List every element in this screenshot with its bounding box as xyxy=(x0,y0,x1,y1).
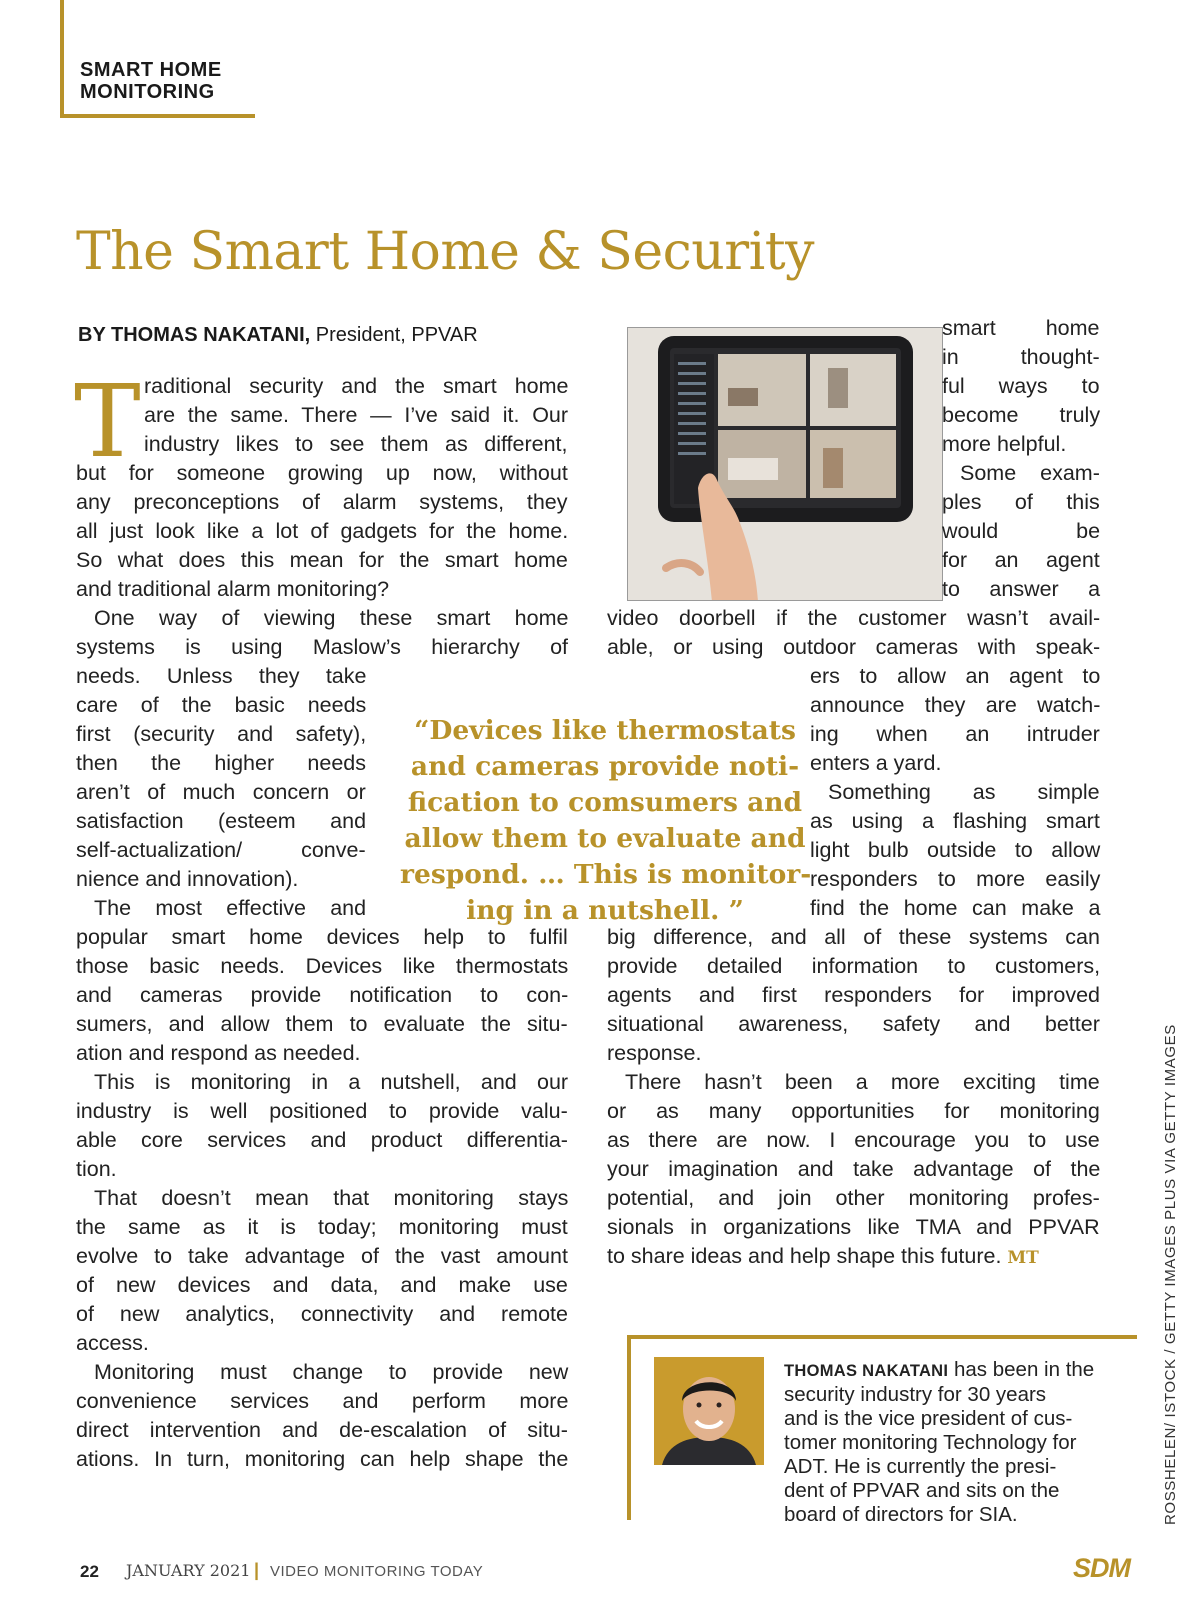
bio-line xyxy=(784,1358,1144,1383)
text-line: ful ways to xyxy=(942,374,1100,398)
text-line: sumers, and allow them to evaluate the situ- xyxy=(76,1012,568,1036)
text-line: find the home can make a xyxy=(810,896,1101,920)
author-headshot xyxy=(654,1357,764,1465)
drop-cap: T xyxy=(74,363,141,480)
text-line: able core services and product differentia- xyxy=(76,1128,568,1152)
text-line: agents and first responders for improved xyxy=(607,983,1101,1007)
author-headshot-illustration xyxy=(654,1357,764,1465)
text-line: as using a flashing smart xyxy=(810,809,1100,833)
bio-text: has been in the xyxy=(948,1358,1095,1381)
section-tag-line-1: SMART HOME xyxy=(80,59,222,81)
text-line: tion. xyxy=(76,1157,117,1181)
bio-line: security industry for 30 years xyxy=(784,1383,1047,1406)
text-line: ples of this xyxy=(942,490,1100,514)
text-line: for an agent xyxy=(942,548,1100,572)
tablet-illustration xyxy=(628,328,943,601)
text-line: of new devices and data, and make use xyxy=(76,1273,568,1297)
text-line: the same as it is today; monitoring must xyxy=(76,1215,568,1239)
text-line: enters a yard. xyxy=(810,751,942,775)
magazine-section-name: VIDEO MONITORING TODAY xyxy=(270,1563,484,1580)
text-line: evolve to take advantage of the vast amount xyxy=(76,1244,568,1268)
text-line: sionals in organizations like TMA and PPVAR xyxy=(607,1215,1100,1239)
text-line: popular smart home devices help to fulfil xyxy=(76,925,568,949)
text-line: as there are now. I encourage you to use xyxy=(607,1128,1100,1152)
article-headline: The Smart Home & Security xyxy=(76,222,815,282)
bio-author-name: THOMAS NAKATANI xyxy=(784,1362,949,1380)
text-line: Something as simple xyxy=(828,780,1100,804)
text-line: Monitoring must change to provide new xyxy=(94,1360,569,1384)
text-line: or as many opportunities for monitoring xyxy=(607,1099,1100,1123)
photo-credit: ROSSHELEN/ ISTOCK / GETTY IMAGES PLUS VIA GETTY IMAGES xyxy=(1162,1024,1179,1525)
text-line: raditional security and the smart home xyxy=(144,374,569,398)
pull-quote xyxy=(400,713,810,929)
text-line: industry is well positioned to provide valu- xyxy=(76,1099,568,1123)
pull-quote-line: ing in a nutshell. ” xyxy=(466,895,744,926)
text-line: ing when an intruder xyxy=(810,722,1100,746)
text-line: self-actualization/ conve- xyxy=(76,838,366,862)
pull-quote-line: and cameras provide noti- xyxy=(410,751,800,782)
text-line: and cameras provide notification to con- xyxy=(76,983,569,1007)
text-line: provide detailed information to customers, xyxy=(607,954,1101,978)
text-line: direct intervention and de-escalation of situ- xyxy=(76,1418,568,1442)
bio-line: tomer monitoring Technology for xyxy=(784,1431,1077,1454)
text-line: but for someone growing up now, without xyxy=(76,461,568,485)
text-line: more helpful. xyxy=(942,432,1067,456)
text-line: aren’t of much concern or xyxy=(76,780,366,804)
section-tag xyxy=(60,0,255,118)
text-line: response. xyxy=(607,1041,702,1065)
text-line: to answer a xyxy=(942,577,1101,601)
section-tag-line-2: MONITORING xyxy=(80,81,215,103)
text-line: first (security and safety), xyxy=(76,722,367,746)
text-line: big difference, and all of these systems can xyxy=(607,925,1100,949)
text-line: This is monitoring in a nutshell, and our xyxy=(94,1070,569,1094)
text-line: situational awareness, safety and better xyxy=(607,1012,1100,1036)
text-line: those basic needs. Devices like thermostats xyxy=(76,954,569,978)
text-line: access. xyxy=(76,1331,149,1355)
text-line: responders to more easily xyxy=(810,867,1101,891)
footer-separator: | xyxy=(254,1560,260,1580)
text-line: all just look like a lot of gadgets for the home. xyxy=(76,519,569,543)
text-line: Some exam- xyxy=(960,461,1100,485)
text-line: announce they are watch- xyxy=(810,693,1101,717)
text-line: That doesn’t mean that monitoring stays xyxy=(94,1186,569,1210)
pull-quote-line: “Devices like thermostats xyxy=(414,715,796,746)
text-line: The most effective and xyxy=(94,896,367,920)
sdm-logo: SDM xyxy=(1073,1553,1130,1583)
text-line: ers to allow an agent to xyxy=(810,664,1101,688)
text-line: smart home xyxy=(942,316,1100,340)
text-line: are the same. There — I’ve said it. Our xyxy=(144,403,569,427)
text-line: would be xyxy=(942,519,1101,543)
tablet-camera-photo xyxy=(627,327,943,601)
page-number: 22 xyxy=(80,1562,99,1581)
text-line: There hasn’t been a more exciting time xyxy=(625,1070,1100,1094)
text-line: of new analytics, connectivity and remote xyxy=(76,1302,568,1326)
byline-role: President, PPVAR xyxy=(310,324,478,346)
text-line: any preconceptions of alarm systems, they xyxy=(76,490,568,514)
text-line: care of the basic needs xyxy=(76,693,367,717)
text-line: light bulb outside to allow xyxy=(810,838,1101,862)
byline xyxy=(78,324,478,347)
byline-author: BY THOMAS NAKATANI, xyxy=(78,324,311,346)
text-line: video doorbell if the customer wasn’t avail- xyxy=(607,606,1101,630)
text-line: needs. Unless they take xyxy=(76,664,367,688)
text-line: nience and innovation). xyxy=(76,867,299,891)
bio-line: and is the vice president of cus- xyxy=(784,1407,1073,1430)
pull-quote-line: allow them to evaluate and xyxy=(404,823,806,854)
text-line: then the higher needs xyxy=(76,751,366,775)
text-line: systems is using Maslow’s hierarchy of xyxy=(76,635,569,659)
text-line: industry likes to see them as different, xyxy=(144,432,568,456)
text-line: One way of viewing these smart home xyxy=(94,606,569,630)
text-line: and traditional alarm monitoring? xyxy=(76,577,390,601)
issue-date: JANUARY 2021 xyxy=(126,1561,251,1580)
text-line: So what does this mean for the smart home xyxy=(76,548,568,572)
text-line: potential, and join other monitoring profes- xyxy=(607,1186,1100,1210)
bio-line: dent of PPVAR and sits on the xyxy=(784,1479,1060,1502)
text-line: become truly xyxy=(942,403,1101,427)
text-line: satisfaction (esteem and xyxy=(76,809,367,833)
text-line: in thought- xyxy=(942,345,1100,369)
text-line: ations. In turn, monitoring can help shape the xyxy=(76,1447,569,1471)
bio-line: board of directors for SIA. xyxy=(784,1503,1018,1526)
text-line: your imagination and take advantage of the xyxy=(607,1157,1101,1181)
pull-quote-line: respond. … This is monitor- xyxy=(400,859,812,890)
pull-quote-line: fication to comsumers and xyxy=(407,787,803,818)
text-line: convenience services and perform more xyxy=(76,1389,569,1413)
end-mark: MT xyxy=(1001,1248,1039,1268)
bio-line: ADT. He is currently the presi- xyxy=(784,1455,1057,1478)
text-line: able, or using outdoor cameras with speak- xyxy=(607,635,1101,659)
author-bio xyxy=(784,1358,1144,1527)
text-line: to share ideas and help shape this future. MT xyxy=(607,1244,1039,1268)
text-line: ation and respond as needed. xyxy=(76,1041,361,1065)
